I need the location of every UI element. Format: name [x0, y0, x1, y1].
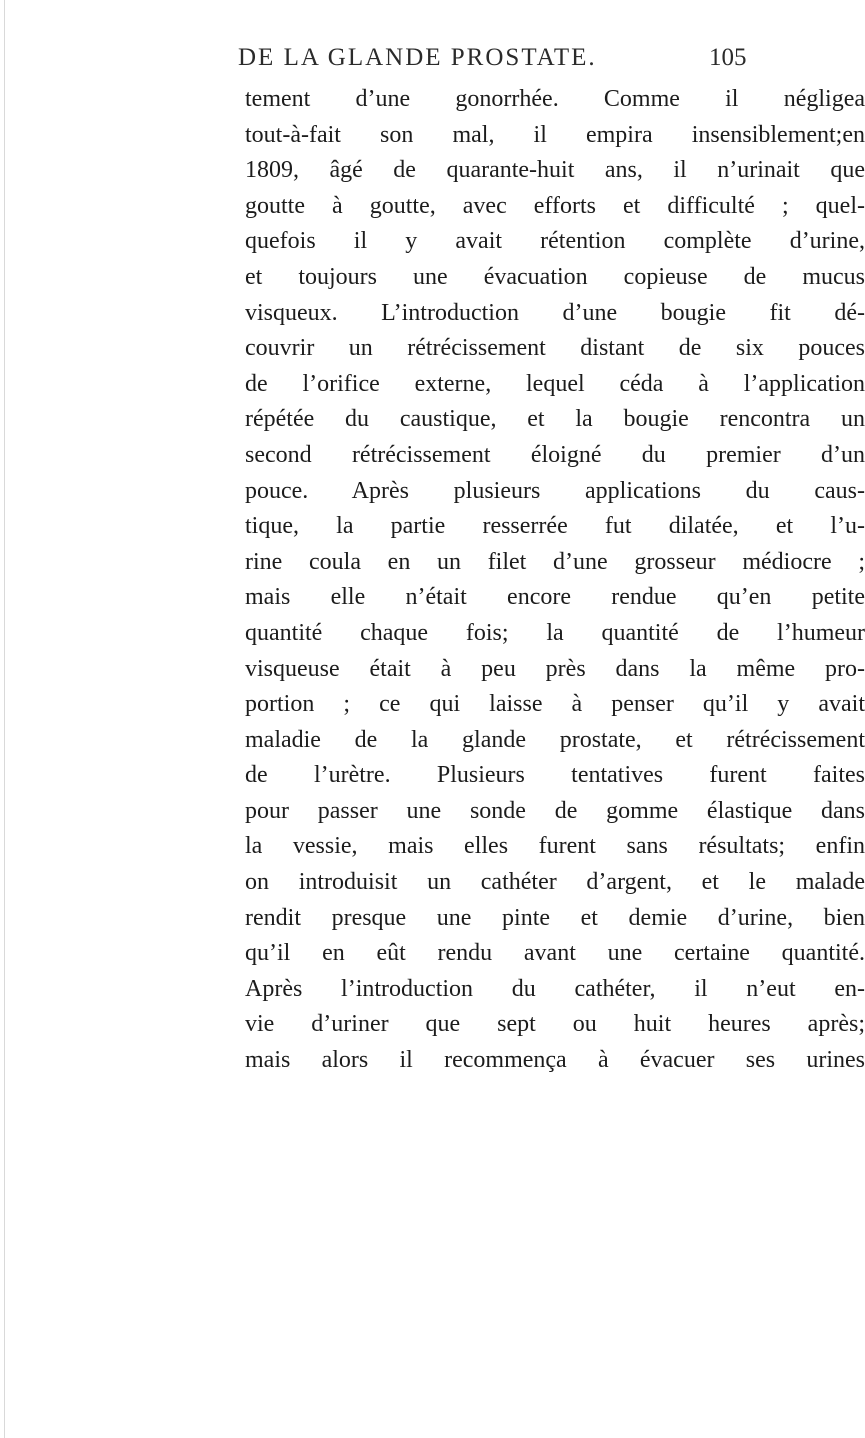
page-edge-shadow	[4, 0, 5, 1438]
text-line: rine coula en un filet d’une grosseur médiocre ;	[245, 548, 865, 575]
text-line: qu’il en eût rendu avant une certaine quantité.	[245, 940, 865, 967]
text-line: la vessie, mais elles furent sans résultats; enfin	[245, 833, 865, 860]
text-line: on introduisit un cathéter d’argent, et le malade	[245, 869, 865, 896]
running-head	[0, 44, 800, 74]
text-line: visqueux. L’introduction d’une bougie fit dé-	[245, 299, 865, 326]
text-line: répétée du caustique, et la bougie rencontra un	[245, 406, 865, 433]
text-line: pouce. Après plusieurs applications du caus-	[245, 477, 865, 504]
text-line: rendit presque une pinte et demie d’urine, bien	[245, 904, 865, 931]
text-line: visqueuse était à peu près dans la même pro-	[245, 655, 865, 682]
text-line: Après l’introduction du cathéter, il n’eut en-	[245, 975, 865, 1002]
body-text	[245, 82, 865, 1079]
text-line: couvrir un rétrécissement distant de six pouces	[245, 335, 865, 362]
text-line: mais alors il recommença à évacuer ses urines	[245, 1047, 865, 1074]
text-line: pour passer une sonde de gomme élastique dans	[245, 797, 865, 824]
text-line: goutte à goutte, avec efforts et difficulté ; quel-	[245, 192, 865, 219]
text-line: et toujours une évacuation copieuse de mucus	[245, 263, 865, 290]
text-line: quantité chaque fois; la quantité de l’humeur	[245, 619, 865, 646]
text-line: tique, la partie resserrée fut dilatée, et l’u-	[245, 513, 865, 540]
text-line: mais elle n’était encore rendue qu’en petite	[245, 584, 865, 611]
running-title: DE LA GLANDE PROSTATE.	[238, 44, 597, 71]
text-line: de l’urètre. Plusieurs tentatives furent faites	[245, 762, 865, 789]
text-line: de l’orifice externe, lequel céda à l’application	[245, 370, 865, 397]
text-line: maladie de la glande prostate, et rétrécissement	[245, 726, 865, 753]
text-line: tement d’une gonorrhée. Comme il négligea	[245, 86, 865, 112]
text-line: quefois il y avait rétention complète d’urine,	[245, 228, 865, 255]
text-line: vie d’uriner que sept ou huit heures après;	[245, 1011, 865, 1038]
page-number: 105	[709, 44, 747, 71]
text-line: portion ; ce qui laisse à penser qu’il y avait	[245, 691, 865, 718]
text-line: 1809, âgé de quarante-huit ans, il n’urinait que	[245, 157, 865, 184]
text-line: tout-à-fait son mal, il empira insensiblement;en	[245, 121, 865, 148]
text-line: second rétrécissement éloigné du premier d’un	[245, 441, 865, 468]
